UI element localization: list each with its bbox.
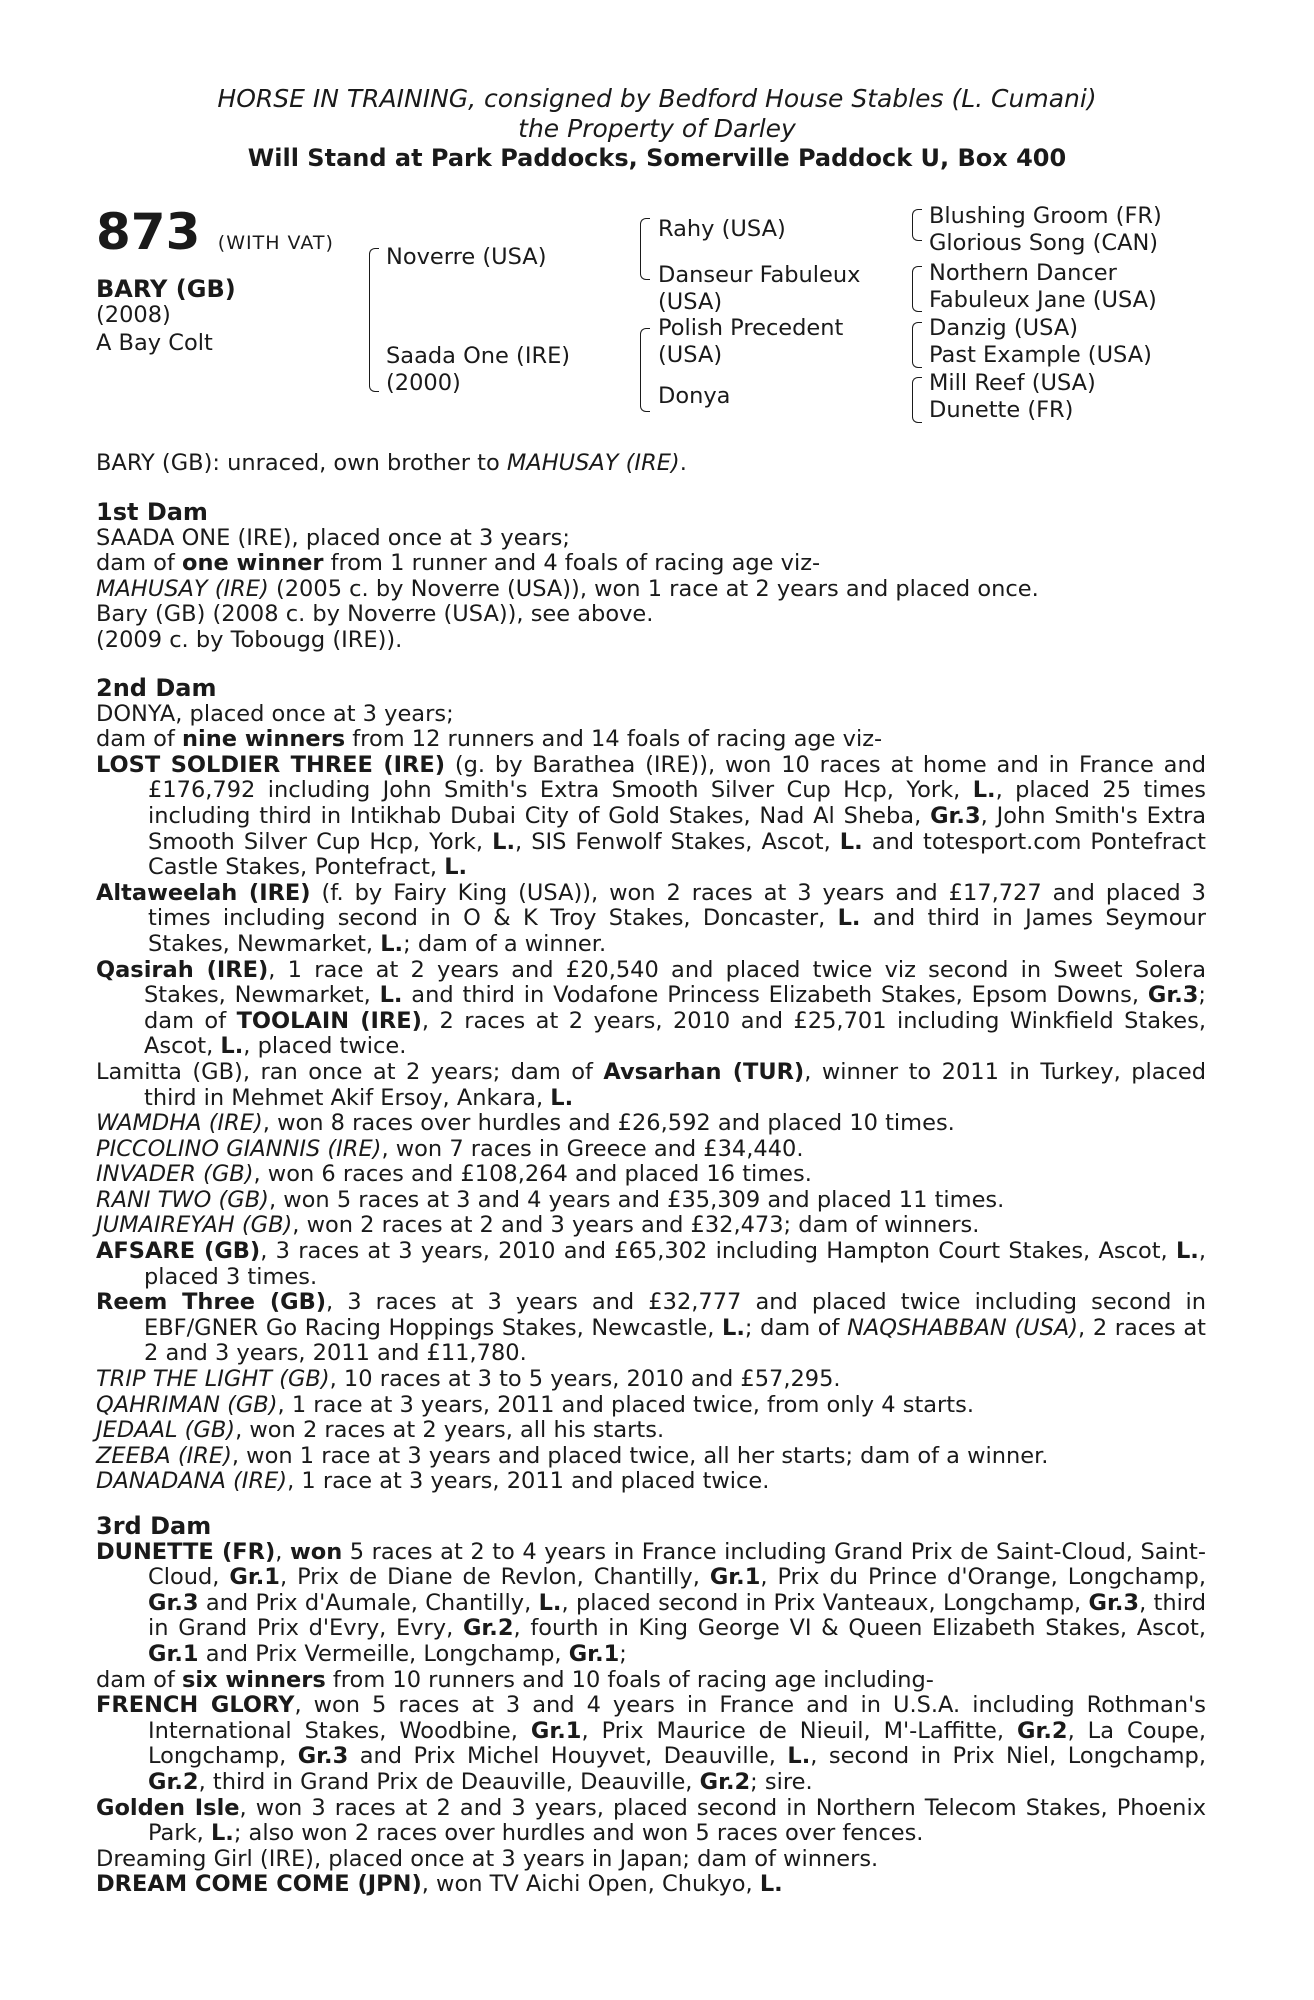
first-dam-progeny-2: Bary (GB) (2008 c. by Noverre (USA)), see above. xyxy=(96,601,654,628)
pedigree-sire-dam: Danseur Fabuleux xyxy=(658,262,861,288)
entry-lamitta: Lamitta (GB), ran once at 2 years; dam of Avsarhan (TUR), winner to 2011 in Turkey, placed third in Mehmet Akif Ersoy, Ankara, L. xyxy=(96,1058,1207,1111)
pedigree-bracket-dd xyxy=(912,377,922,423)
third-dam-produce-line: dam of six winners from 10 runners and 10 foals of racing age including- xyxy=(96,1666,934,1693)
entry-qasirah: Qasirah (IRE), 1 race at 2 years and £20,540 and placed twice viz second in Sweet Solera Stakes, Newmarket, L. and third in Vodafone Princess Elizabeth Stakes, Epsom Downs, Gr.3; dam of TOOLAIN (IRE), 2 races at 2 years, 2010 and £25,701 including Winkfield Stakes, Ascot, L., placed twice. xyxy=(96,956,1207,1060)
entry-rani-two: RANI TWO (GB), won 5 races at 3 and 4 years and £35,309 and placed 11 times. xyxy=(96,1186,1005,1213)
foaling-year: (2008) xyxy=(96,302,171,328)
pedigree-sss: Blushing Groom (FR) xyxy=(929,203,1162,229)
horse-name: BARY (GB) xyxy=(96,275,236,303)
entry-french-glory: FRENCH GLORY, won 5 races at 3 and 4 years in France and in U.S.A. including Rothman's International Stakes, Woodbine, Gr.1, Prix Maurice de Nieuil, M'-Laffitte, Gr.2, La Coupe, Longchamp, Gr.3 and Prix Michel Houyvet, Deauville, L., second in Prix Niel, Longchamp, Gr.2, third in Grand Prix de Deauville, Deauville, Gr.2; sire. xyxy=(96,1692,1207,1795)
pedigree-dsd: Past Example (USA) xyxy=(929,342,1152,368)
pedigree-sire-dam-country: (USA) xyxy=(658,289,723,315)
pedigree-bracket-sd xyxy=(912,266,922,312)
pedigree-sds: Northern Dancer xyxy=(929,260,1117,286)
entry-golden-isle: Golden Isle, won 3 races at 2 and 3 years, placed second in Northern Telecom Stakes, Phoenix Park, L.; also won 2 races over hurdles and won 5 races over fences. xyxy=(96,1794,1207,1847)
entry-zeeba: ZEEBA (IRE), won 1 race at 3 years and placed twice, all her starts; dam of a winner. xyxy=(96,1442,1049,1469)
entry-altaweelah: Altaweelah (IRE) (f. by Fairy King (USA)), won 2 races at 3 years and £17,727 and placed 3 times including second in O & K Troy Stakes, Doncaster, L. and third in James Seymour Stakes, Newmarket, L.; dam of a winner. xyxy=(96,879,1206,957)
entry-qahriman: QAHRIMAN (GB), 1 race at 3 years, 2011 and placed twice, from only 4 starts. xyxy=(96,1391,975,1418)
entry-afsare: AFSARE (GB), 3 races at 3 years, 2010 and £65,302 including Hampton Court Stakes, Ascot, L., placed 3 times. xyxy=(96,1238,1206,1290)
pedigree-bracket-ss xyxy=(912,209,922,241)
pedigree-dam-sire-country: (USA) xyxy=(658,342,723,368)
pedigree-ddd: Dunette (FR) xyxy=(929,397,1074,423)
property-line: the Property of Darley xyxy=(518,114,796,143)
summary-text: BARY (GB): unraced, own brother to xyxy=(96,450,507,476)
pedigree-bracket-sire xyxy=(640,218,650,280)
entry-dunette: DUNETTE (FR), won 5 races at 2 to 4 years in France including Grand Prix de Saint-Cloud, Saint-Cloud, Gr.1, Prix de Diane de Revlon, Chantilly, Gr.1, Prix du Prince d'Orange, Longchamp, Gr.3 and Prix d'Aumale, Chantilly, L., placed second in Prix Vanteaux, Longchamp, Gr.3, third in Grand Prix d'Evry, Evry, Gr.2, fourth in King George VI & Queen Elizabeth Stakes, Ascot, Gr.1 and Prix Vermeille, Longchamp, Gr.1; xyxy=(96,1538,1206,1667)
entry-dreaming-girl: Dreaming Girl (IRE), placed once at 3 years in Japan; dam of winners. xyxy=(96,1845,879,1872)
entry-reem-three: Reem Three (GB), 3 races at 3 years and £32,777 and placed twice including second in EBF/GNER Go Racing Hoppings Stakes, Newcastle, L.; dam of NAQSHABBAN (USA), 2 races at 2 and 3 years, 2011 and £11,780. xyxy=(96,1289,1207,1367)
second-dam-heading: 2nd Dam xyxy=(96,674,217,702)
second-dam-section xyxy=(96,676,1206,1495)
pedigree-sire-sire: Rahy (USA) xyxy=(658,216,786,242)
third-dam-section xyxy=(96,1514,1206,1898)
first-dam-line: SAADA ONE (IRE), placed once at 3 years; xyxy=(96,524,570,551)
pedigree-dam-sire: Polish Precedent xyxy=(658,315,844,341)
entry-danadana: DANADANA (IRE), 1 race at 3 years, 2011 and placed twice. xyxy=(96,1468,770,1495)
horse-description: A Bay Colt xyxy=(96,330,213,356)
entry-lost-soldier-three: LOST SOLDIER THREE (IRE) (g. by Barathea (IRE)), won 10 races at home and in France and £176,792 including John Smith's Extra Smooth Silver Cup Hcp, York, L., placed 25 times including third in Intikhab Dubai City of Gold Stakes, Nad Al Sheba, Gr.3, John Smith's Extra Smooth Silver Cup Hcp, York, L., SIS Fenwolf Stakes, Ascot, L. and totesport.com Pontefract Castle Stakes, Pontefract, L. xyxy=(96,751,1207,881)
first-dam-produce-line: dam of one winner from 1 runner and 4 foals of racing age viz- xyxy=(96,550,821,577)
pedigree-ssd: Glorious Song (CAN) xyxy=(929,230,1159,256)
entry-jumaireyah: JUMAIREYAH (GB), won 2 races at 2 and 3 years and £32,473; dam of winners. xyxy=(96,1212,980,1239)
summary-brother: MAHUSAY (IRE) xyxy=(506,450,680,476)
first-dam-section xyxy=(96,500,1206,654)
entry-dream-come-come: DREAM COME COME (JPN), won TV Aichi Open, Chukyo, L. xyxy=(96,1871,783,1898)
first-dam-heading: 1st Dam xyxy=(96,498,208,526)
entry-invader: INVADER (GB), won 6 races and £108,264 and placed 16 times. xyxy=(96,1161,812,1188)
entry-trip-the-light: TRIP THE LIGHT (GB), 10 races at 3 to 5 years, 2010 and £57,295. xyxy=(96,1366,841,1393)
pedigree-bracket-dam xyxy=(640,328,650,412)
entry-wamdha: WAMDHA (IRE), won 8 races over hurdles and £26,592 and placed 10 times. xyxy=(96,1110,955,1137)
pedigree-dam-year: (2000) xyxy=(386,370,461,396)
lot-number-block xyxy=(96,204,334,271)
entry-jedaal: JEDAAL (GB), won 2 races at 2 years, all his starts. xyxy=(96,1417,665,1444)
third-dam-heading: 3rd Dam xyxy=(96,1512,212,1540)
pedigree-bracket-gen1 xyxy=(369,248,379,392)
pedigree-sire: Noverre (USA) xyxy=(386,244,547,270)
pedigree-dam-dam: Donya xyxy=(658,383,731,409)
pedigree-sdd: Fabuleux Jane (USA) xyxy=(929,287,1157,313)
pedigree-dss: Danzig (USA) xyxy=(929,315,1078,341)
vat-label: (WITH VAT) xyxy=(217,232,334,254)
stabling-line: Will Stand at Park Paddocks, Somerville Paddock U, Box 400 xyxy=(247,144,1067,172)
lot-number: 873 xyxy=(96,203,201,261)
consignor-line: HORSE IN TRAINING, consigned by Bedford House Stables (L. Cumani) xyxy=(217,84,1097,113)
summary-line xyxy=(96,450,687,476)
entry-piccolino-giannis: PICCOLINO GIANNIS (IRE), won 7 races in Greece and £34,440. xyxy=(96,1135,804,1162)
first-dam-progeny-3: (2009 c. by Tobougg (IRE)). xyxy=(96,626,403,653)
summary-end: . xyxy=(679,450,687,476)
pedigree-dam: Saada One (IRE) xyxy=(386,343,571,369)
second-dam-line: DONYA, placed once at 3 years; xyxy=(96,700,454,727)
pedigree-dds: Mill Reef (USA) xyxy=(929,370,1096,396)
second-dam-produce-line: dam of nine winners from 12 runners and 14 foals of racing age viz- xyxy=(96,726,883,753)
first-dam-progeny-1: MAHUSAY (IRE) (2005 c. by Noverre (USA)), won 1 race at 2 years and placed once. xyxy=(96,575,1039,602)
pedigree-bracket-ds xyxy=(912,322,922,368)
